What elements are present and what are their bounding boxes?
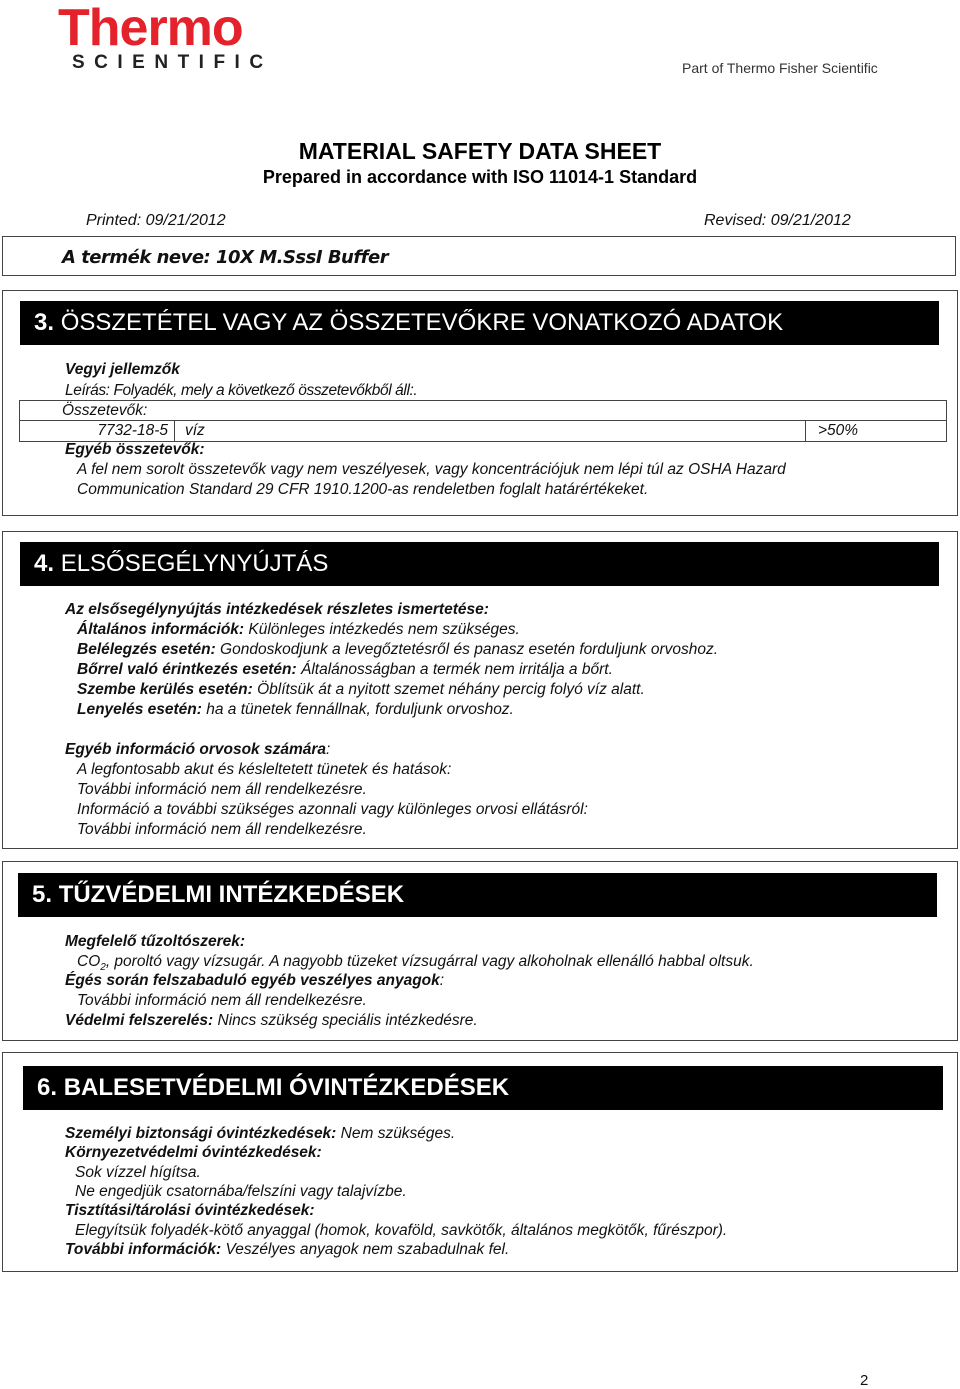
section-6-header — [23, 1066, 943, 1110]
combustion-hazard-text: További információ nem áll rendelkezésre. — [77, 992, 367, 1009]
description: Leírás: Folyadék, mely a következő összetevőkből áll:. — [65, 382, 418, 399]
personal-precautions — [65, 1124, 455, 1144]
printed-date: Printed: 09/21/2012 — [86, 212, 226, 229]
document-title: MATERIAL SAFETY DATA SHEET — [298, 138, 662, 164]
protective-text: Nincs szükség speciális intézkedésre. — [217, 1012, 478, 1029]
first-aid-label: Szembe kerülés esetén: — [77, 681, 253, 698]
component-cas: 7732-18-5 — [20, 421, 175, 442]
protective-label: Védelmi felszerelés: — [65, 1012, 214, 1029]
personal-label: Személyi biztonsági óvintézkedések: — [65, 1125, 337, 1142]
further-info — [65, 1240, 509, 1260]
document-subtitle: Prepared in accordance with ISO 11014-1 Standard — [262, 167, 698, 187]
other-components-text-1: A fel nem sorolt összetevők vagy nem veszélyesek, vagy koncentrációjuk nem lépi túl az OSHA Hazard — [77, 461, 786, 478]
table-row — [20, 421, 947, 442]
environmental-label: Környezetvédelmi óvintézkedések: — [65, 1144, 322, 1161]
first-aid-text: Öblítsük át a nyitott szemet néhány percig folyó víz alatt. — [257, 681, 645, 698]
further-text: Veszélyes anyagok nem szabadulnak fel. — [225, 1241, 510, 1258]
further-label: További információk: — [65, 1241, 222, 1258]
first-aid-item-inhalation — [77, 640, 718, 660]
combustion-hazard-heading — [65, 971, 444, 991]
section-6-title: BALESETVÉDELMI ÓVINTÉZKEDÉSEK — [63, 1074, 510, 1101]
personal-text: Nem szükséges. — [340, 1125, 456, 1142]
doctors-line-3: Információ a további szükséges azonnali vagy különleges orvosi ellátásról: — [77, 801, 588, 818]
section-3-title: ÖSSZETÉTEL VAGY AZ ÖSSZETEVŐKRE VONATKOZÓ ADATOK — [60, 309, 784, 336]
first-aid-label: Belélegzés esetén: — [77, 641, 216, 658]
first-aid-label: Általános információk: — [77, 621, 245, 638]
first-aid-text: Különleges intézkedés nem szükséges. — [248, 621, 520, 638]
components-table-wrap — [19, 400, 947, 442]
combustion-hazard-colon: : — [439, 972, 445, 989]
section-4-header — [20, 542, 939, 586]
first-aid-label: Bőrrel való érintkezés esetén: — [77, 661, 297, 678]
doctors-info-heading — [65, 740, 330, 760]
section-5-title: TŰZVÉDELMI INTÉZKEDÉSEK — [58, 881, 405, 908]
combustion-hazard-label: Égés során felszabaduló egyéb veszélyes anyagok — [65, 972, 440, 989]
co2-prefix: CO — [77, 953, 101, 970]
doctors-info-colon: : — [326, 741, 331, 758]
section-4-title: ELSŐSEGÉLYNYÚJTÁS — [60, 550, 329, 577]
doctors-line-4: További információ nem áll rendelkezésre. — [77, 821, 367, 838]
environmental-line-2: Ne engedjük csatornába/felszíni vagy talajvízbe. — [75, 1183, 407, 1200]
components-label: Összetevők: — [19, 400, 947, 420]
part-of-text: Part of Thermo Fisher Scientific — [682, 60, 878, 76]
component-name: víz — [175, 421, 806, 442]
page-number: 2 — [860, 1372, 869, 1389]
first-aid-item-ingestion — [77, 700, 514, 720]
product-name: A termék neve: 10X M.SssI Buffer — [62, 247, 389, 268]
doctors-line-2: További információ nem áll rendelkezésre. — [77, 781, 367, 798]
protective-equipment — [65, 1011, 478, 1031]
doctors-line-1: A legfontosabb akut és késleltetett tünetek és hatások: — [77, 761, 452, 778]
first-aid-item-eyes — [77, 680, 645, 700]
other-components-label: Egyéb összetevők: — [65, 441, 205, 458]
extinguishing-label: Megfelelő tűzoltószerek: — [65, 933, 245, 950]
section-3-number: 3. — [34, 309, 55, 336]
first-aid-item-skin — [77, 660, 613, 680]
component-pct: >50% — [806, 421, 947, 442]
co2-subscript: 2 — [100, 962, 106, 974]
other-components-text-2: Communication Standard 29 CFR 1910.1200-as rendeletben foglalt határértékeket. — [77, 481, 649, 498]
extinguishing-agents-text: , poroltó vagy vízsugár. A nagyobb tüzeket vízsugárral vagy alkoholnak ellenálló habbal oltsuk. — [105, 953, 754, 970]
cleanup-text: Elegyítsük folyadék-kötő anyaggal (homok, kovaföld, savkötők, általános megkötők, fűrészpor). — [75, 1222, 728, 1239]
first-aid-text: ha a tünetek fennállnak, forduljunk orvoshoz. — [206, 701, 514, 718]
first-aid-text: Általánosságban a termék nem irritálja a bőrt. — [301, 661, 613, 678]
revised-date: Revised: 09/21/2012 — [704, 212, 851, 229]
first-aid-item-general — [77, 620, 520, 640]
section-3-header — [20, 301, 939, 345]
thermo-logo: Thermo — [58, 0, 243, 57]
components-table — [19, 420, 947, 442]
first-aid-text: Gondoskodjunk a levegőztetésről és panasz esetén forduljunk orvoshoz. — [220, 641, 719, 658]
section-5-header — [18, 873, 937, 917]
section-4-number: 4. — [34, 550, 55, 577]
section-5-number: 5. — [32, 881, 53, 908]
chem-label: Vegyi jellemzők — [65, 361, 180, 378]
scientific-logo-text: SCIENTIFIC — [72, 52, 273, 73]
environmental-line-1: Sok vízzel hígítsa. — [75, 1164, 201, 1181]
doctors-info-label: Egyéb információ orvosok számára — [65, 741, 327, 758]
section-6-number: 6. — [37, 1074, 58, 1101]
first-aid-details-label: Az elsősegélynyújtás intézkedések részletes ismertetése: — [65, 601, 489, 618]
cleanup-label: Tisztítási/tárolási óvintézkedések: — [65, 1202, 315, 1219]
first-aid-label: Lenyelés esetén: — [77, 701, 202, 718]
